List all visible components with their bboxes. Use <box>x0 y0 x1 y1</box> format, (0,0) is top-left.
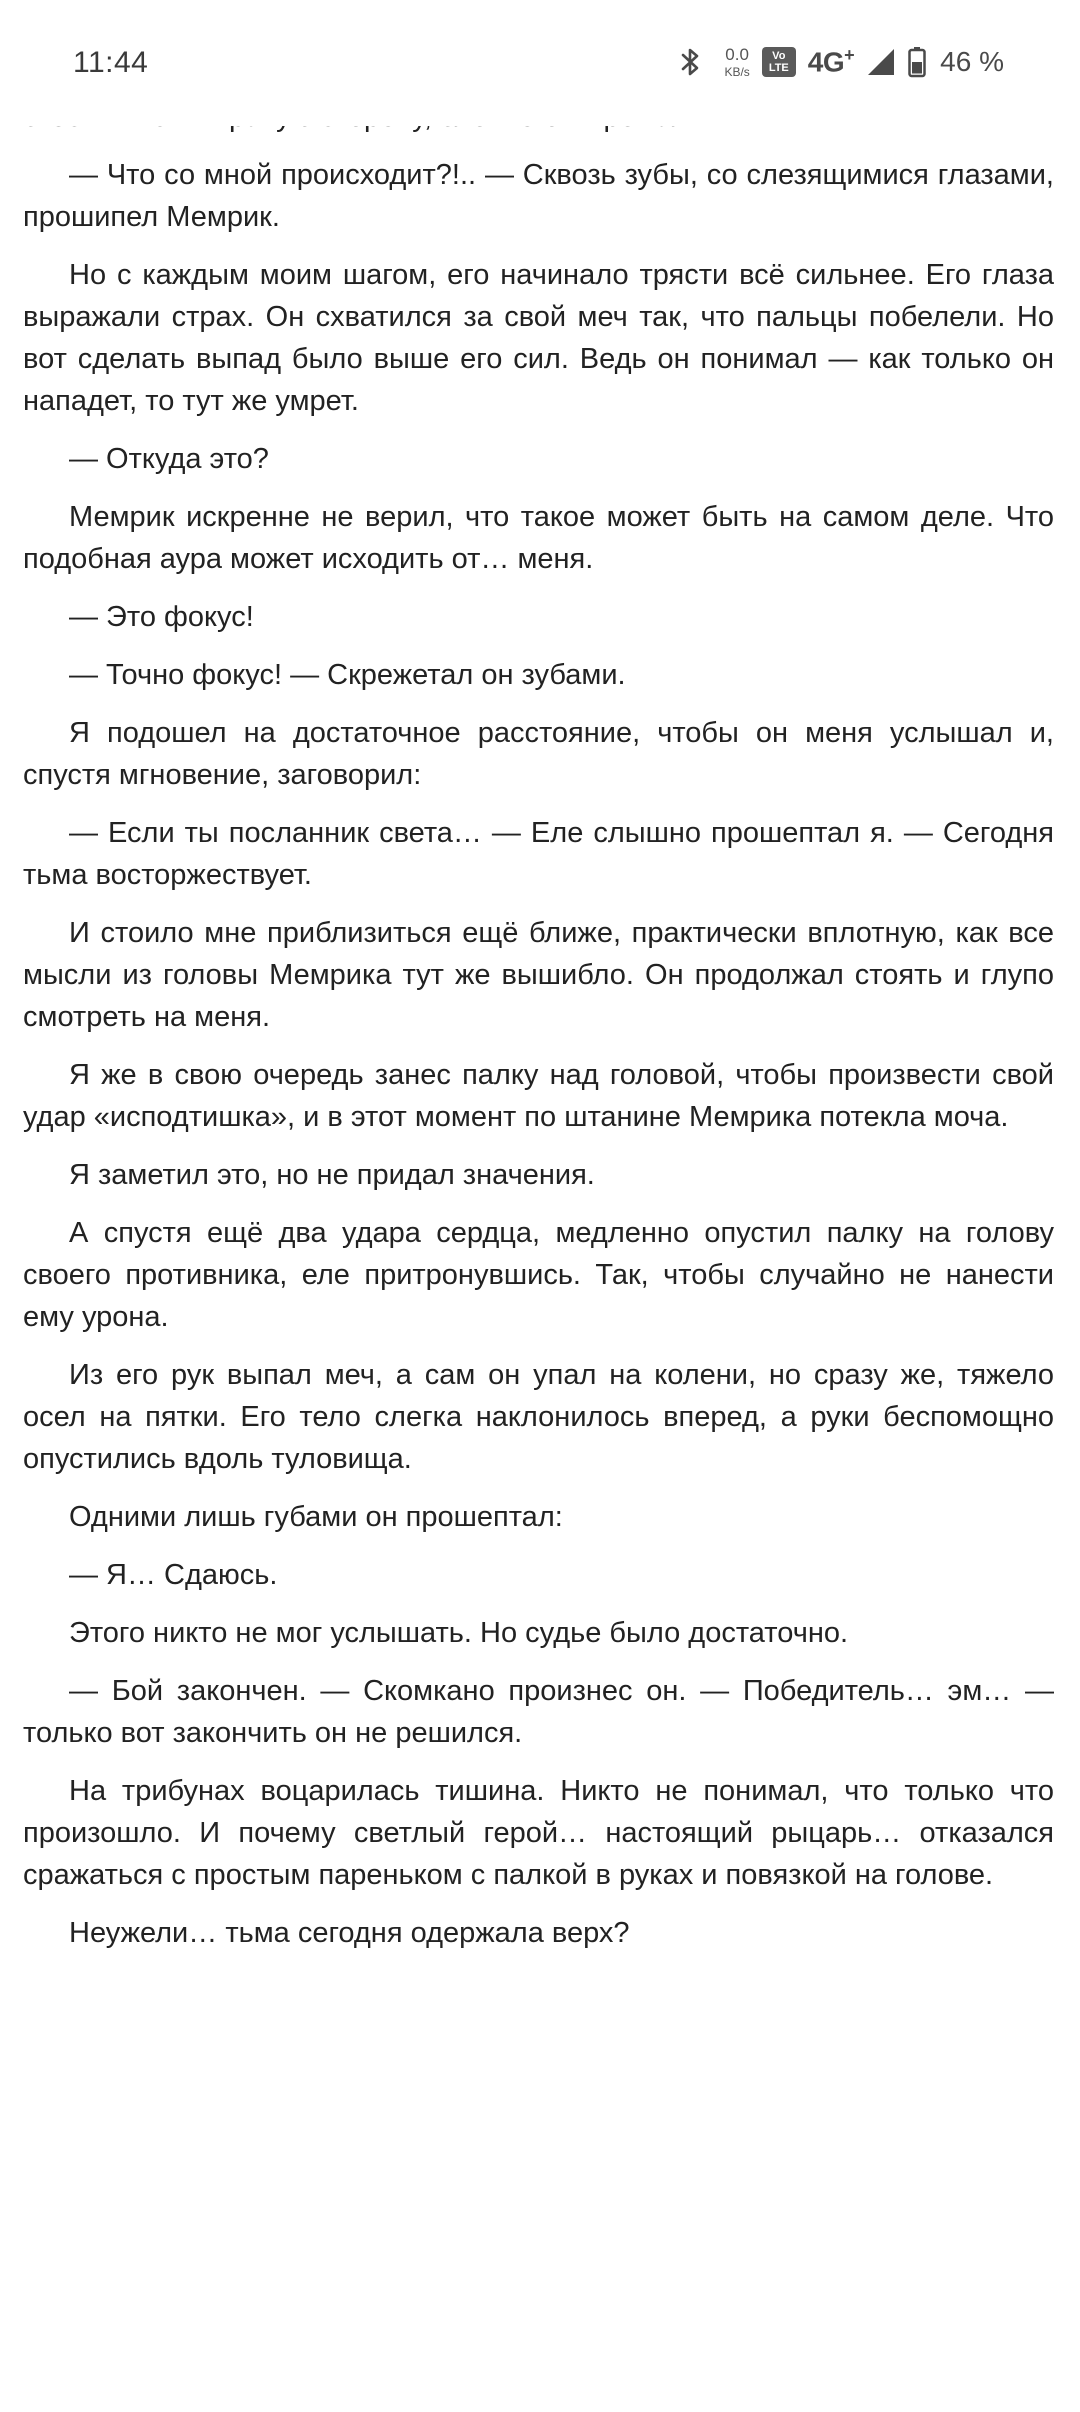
network-type <box>808 45 854 78</box>
volte-bottom: LTE <box>768 62 789 74</box>
reader-paragraph: На трибунах воцарилась тишина. Никто не понимал, что только что произошло. И почему светлый герой… настоящий рыцарь… отказался сражаться с простым пареньком с палкой в руках и повязкой на голове. <box>23 1775 1054 1891</box>
bluetooth-icon <box>680 46 702 78</box>
reader-paragraph: И стоило мне приблизиться ещё ближе, практически вплотную, как все мысли из головы Мемрика тут же вышибло. Он продолжал стоять и глупо смотреть на меня. <box>23 917 1054 1033</box>
reader-paragraph: Из его рук выпал меч, а сам он упал на колени, но сразу же, тяжело осел на пятки. Его тело слегка наклонилось вперед, а руки беспомощно опустились вдоль туловища. <box>23 1359 1054 1475</box>
battery-percent: 46 % <box>940 46 1004 77</box>
reader-paragraph: Неужели… тьма сегодня одержала верх? <box>69 1917 630 1949</box>
reader-paragraph: Одними лишь губами он прошептал: <box>69 1501 563 1533</box>
reader-text <box>23 0 1054 1970</box>
reader-paragraph: Я подошел на достаточное расстояние, чтобы он меня услышал и, спустя мгновение, заговорил: <box>23 717 1054 791</box>
reader-paragraph: — Что со мной происходит?!.. — Сквозь зубы, со слезящимися глазами, прошипел Мемрик. <box>23 159 1054 233</box>
reader-paragraph: Я заметил это, но не придал значения. <box>69 1159 595 1191</box>
network-type-plus: + <box>844 45 855 66</box>
signal-icon <box>866 47 896 77</box>
reader-paragraph: — Точно фокус! — Скрежетал он зубами. <box>69 659 626 691</box>
volte-top: Vo <box>772 50 786 62</box>
battery-icon <box>908 46 926 78</box>
network-speed-value: 0.0 <box>725 45 749 64</box>
volte-badge <box>762 47 796 77</box>
status-time: 11:44 <box>73 46 149 79</box>
network-speed <box>724 46 749 78</box>
reader-paragraph: Но с каждым моим шагом, его начинало трясти всё сильнее. Его глаза выражали страх. Он схватился за свой меч так, что пальцы побелели. Но вот сделать выпад было выше его сил. Ведь он понимал — как только он нападет, то тут же умрет. <box>23 259 1054 417</box>
network-type-label: 4G <box>807 46 845 78</box>
reader-paragraph: Мемрик искренне не верил, что такое может быть на самом деле. Что подобная аура может исходить от… меня. <box>23 501 1054 575</box>
reader-paragraph: — Это фокус! <box>69 601 254 633</box>
reader-paragraph: Этого никто не мог услышать. Но судье было достаточно. <box>69 1617 849 1649</box>
reader-paragraph: Я же в свою очередь занес палку над головой, чтобы произвести свой удар «исподтишка», и в этот момент по штанине Мемрика потекла моча. <box>23 1059 1054 1133</box>
status-icons <box>680 38 1004 86</box>
network-speed-unit: KB/s <box>724 65 750 79</box>
reader-paragraph: — Я… Сдаюсь. <box>69 1559 278 1591</box>
reader-paragraph: А спустя ещё два удара сердца, медленно опустил палку на голову своего противника, еле притронувшись. Так, чтобы случайно не нанести ему урона. <box>23 1217 1054 1333</box>
reader-paragraph: — Бой закончен. — Скомкано произнес он. — Победитель… эм… — только вот закончить он не решился. <box>23 1675 1054 1749</box>
reader-paragraph: — Если ты посланник света… — Еле слышно прошептал я. — Сегодня тьма восторжествует. <box>23 817 1054 891</box>
reader-paragraph: — Откуда это? <box>69 443 269 475</box>
status-bar <box>0 0 1080 126</box>
